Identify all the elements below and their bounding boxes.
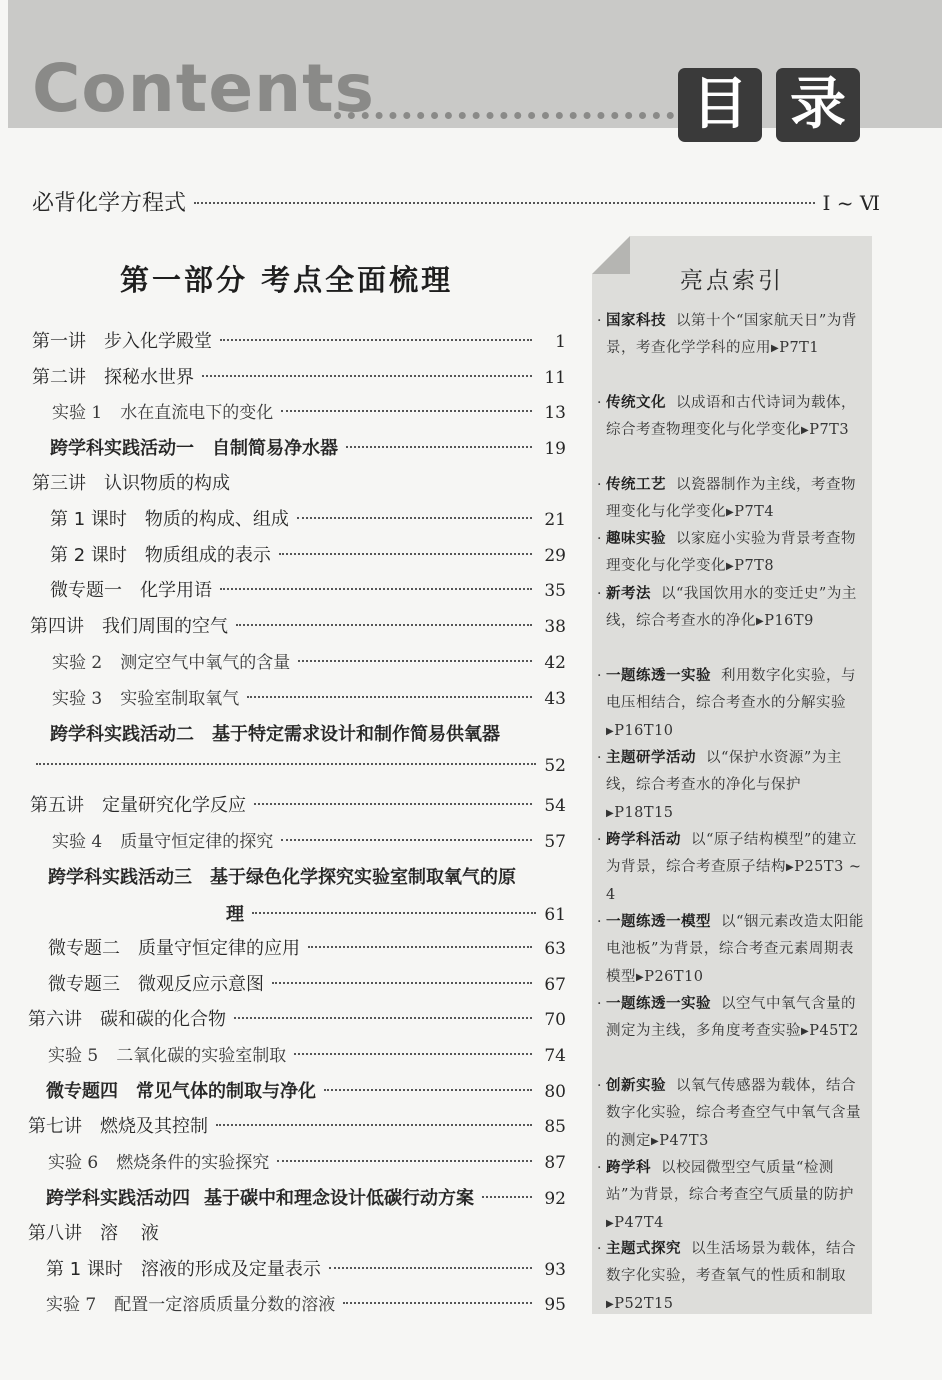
- triangle-icon: ▶: [606, 1217, 615, 1229]
- toc-page: 93: [544, 1260, 566, 1280]
- highlight-text: 利用数字化实验，与电压相结合，综合考查水的分解实验: [606, 668, 856, 712]
- triangle-icon: ▶: [636, 971, 645, 983]
- toc-row[interactable]: [48, 934, 566, 964]
- toc-label: 微专题二: [48, 938, 120, 959]
- toc-label: 第 1 课时: [46, 1259, 123, 1280]
- toc-label: 实验 7: [46, 1295, 97, 1315]
- highlight-text: 以“铟元素改造太阳能电池板”为背景，综合考查元素周期表模型: [606, 914, 864, 985]
- dot-leader: [252, 912, 536, 914]
- toc-title: 我们周围的空气: [102, 616, 228, 637]
- part-title: 第一部分 考点全面梳理: [120, 263, 454, 297]
- toc-label: 第一讲: [32, 331, 86, 352]
- highlight-tag: 新考法: [606, 586, 651, 602]
- toc-page: 95: [544, 1295, 566, 1315]
- highlight-ref: P7T4: [734, 504, 775, 521]
- toc-page: 92: [544, 1189, 566, 1209]
- toc-label: 第五讲: [30, 795, 84, 816]
- triangle-icon: ▶: [771, 343, 780, 355]
- dot-leader: [194, 202, 814, 204]
- dot-leader: [281, 410, 532, 412]
- toc-row[interactable]: [32, 469, 566, 499]
- bullet-dot-icon: ·: [597, 531, 602, 547]
- toc-label: 跨学科实践活动二: [50, 724, 194, 745]
- triangle-icon: ▶: [801, 425, 810, 437]
- toc-title: 配置一定溶质质量分数的溶液: [114, 1295, 336, 1315]
- toc-page: 74: [544, 1046, 566, 1066]
- toc-row[interactable]: [46, 1077, 566, 1107]
- toc-row[interactable]: [48, 970, 566, 1000]
- highlight-item[interactable]: [597, 663, 868, 745]
- highlight-tag: 一题练透一实验: [606, 668, 711, 684]
- toc-label: 第八讲: [28, 1223, 82, 1244]
- toc-title: 水在直流电下的变化: [120, 403, 274, 423]
- toc-label: 第二讲: [32, 367, 86, 388]
- highlight-item[interactable]: [597, 1236, 868, 1314]
- toc-row[interactable]: [50, 541, 566, 571]
- highlight-tag: 国家科技: [606, 313, 666, 329]
- toc-row[interactable]: [28, 1005, 566, 1035]
- toc-row[interactable]: [48, 1148, 566, 1178]
- bullet-dot-icon: ·: [597, 395, 602, 411]
- toc-title: 实验室制取氧气: [120, 689, 240, 709]
- bullet-dot-icon: ·: [597, 996, 602, 1012]
- highlight-tag: 传统工艺: [606, 477, 666, 493]
- bullet-dot-icon: ·: [597, 1078, 602, 1094]
- triangle-icon: ▶: [606, 807, 615, 819]
- dot-leader: [277, 1160, 532, 1162]
- toc-page: 63: [544, 939, 566, 959]
- dot-leader: [297, 517, 532, 519]
- triangle-icon: ▶: [801, 1026, 810, 1038]
- toc-label: 第 1 课时: [50, 509, 127, 530]
- toc-page: 1: [555, 332, 566, 352]
- highlight-text: 以“保护水资源”为主线，综合考查水的净化与保护: [606, 750, 842, 794]
- highlight-item[interactable]: [597, 827, 868, 909]
- toc-label: 实验 5: [48, 1046, 99, 1066]
- dot-leader: [202, 375, 532, 377]
- toc-page: 13: [544, 403, 566, 423]
- toc-title: 质量守恒定律的探究: [120, 832, 274, 852]
- toc-row[interactable]: [52, 827, 566, 857]
- toc-title: 物质组成的表示: [144, 545, 271, 566]
- contents-heading: Contents: [32, 50, 375, 127]
- triangle-icon: ▶: [651, 1135, 660, 1147]
- highlight-text: 以家庭小实验为背景考查物理变化与化学变化: [606, 531, 856, 575]
- highlight-item[interactable]: [597, 1073, 868, 1155]
- toc-row[interactable]: [52, 398, 566, 428]
- highlight-item[interactable]: [597, 472, 868, 527]
- highlight-tag: 创新实验: [606, 1078, 666, 1094]
- toc-row-continuation[interactable]: [36, 756, 566, 786]
- toc-row[interactable]: [50, 576, 566, 606]
- toc-row[interactable]: [32, 327, 566, 357]
- toc-page: 38: [544, 617, 566, 637]
- bullet-dot-icon: ·: [597, 1241, 602, 1257]
- dot-leader: [294, 1053, 532, 1055]
- dot-leader: [247, 696, 532, 698]
- highlights-sidebar: [592, 236, 872, 1314]
- entry-page: Ⅰ ~ Ⅵ: [822, 191, 880, 215]
- highlight-ref: P45T2: [809, 1023, 859, 1040]
- triangle-icon: ▶: [606, 725, 615, 737]
- highlight-ref: P26T10: [644, 968, 704, 985]
- dot-leader: [346, 446, 532, 448]
- toc-page: 61: [544, 905, 566, 925]
- toc-label: 实验 2: [52, 653, 103, 673]
- toc-row[interactable]: [52, 648, 566, 678]
- dot-leader: [482, 1196, 532, 1198]
- toc-label: 第六讲: [28, 1009, 82, 1030]
- dot-leader: [279, 553, 532, 555]
- toc-title: 燃烧条件的实验探究: [116, 1153, 270, 1173]
- toc-label: 跨学科实践活动三: [48, 867, 192, 888]
- dot-leader: [220, 588, 532, 590]
- highlight-item[interactable]: [597, 745, 868, 827]
- dot-leader: [281, 839, 532, 841]
- highlight-text: 以“我国饮用水的变迁史”为主线，综合考查水的净化: [606, 586, 857, 630]
- toc-label: 微专题三: [48, 974, 120, 995]
- toc-title: 溶液的形成及定量表示: [140, 1259, 321, 1280]
- toc-page: 67: [544, 975, 566, 995]
- dot-leader: [308, 946, 532, 948]
- highlight-text: 以瓷器制作为主线，考查物理变化与化学变化: [606, 477, 856, 521]
- highlight-tag: 跨学科活动: [606, 832, 681, 848]
- highlight-text: 以生活场景为载体，结合数字化实验，考查氧气的性质和制取: [606, 1241, 856, 1285]
- toc-row[interactable]: [50, 434, 566, 464]
- highlight-item[interactable]: [597, 991, 868, 1046]
- dot-leader: [324, 1089, 532, 1091]
- toc-title: 探秘水世界: [104, 367, 194, 388]
- header-dot-leader: [334, 112, 674, 119]
- highlight-item[interactable]: [597, 581, 868, 636]
- dot-leader: [343, 1302, 532, 1304]
- dot-leader: [234, 1017, 532, 1019]
- mulu-char-box-2: 录: [776, 68, 860, 142]
- toc-title: 定量研究化学反应: [102, 795, 246, 816]
- triangle-icon: ▶: [606, 1298, 615, 1310]
- toc-entry-equations[interactable]: [32, 186, 880, 218]
- highlight-ref: P16T9: [764, 613, 814, 630]
- toc-title-continued: 理: [226, 904, 244, 925]
- toc-title: 燃烧及其控制: [100, 1116, 208, 1137]
- highlight-ref: P16T10: [614, 722, 674, 739]
- highlight-item[interactable]: [597, 1155, 868, 1237]
- toc-page: 54: [544, 796, 566, 816]
- highlight-tag: 传统文化: [606, 395, 666, 411]
- toc-page: 85: [544, 1117, 566, 1137]
- bullet-dot-icon: ·: [597, 586, 602, 602]
- toc-row[interactable]: [48, 1041, 566, 1071]
- highlight-tag: 主题式探究: [606, 1241, 681, 1257]
- toc-title: 二氧化碳的实验室制取: [116, 1046, 287, 1066]
- bullet-dot-icon: ·: [597, 1160, 602, 1176]
- dot-leader: [220, 339, 532, 341]
- triangle-icon: ▶: [726, 561, 735, 573]
- toc-row[interactable]: [46, 1290, 566, 1320]
- highlight-text: 以氧气传感器为载体，结合数字化实验，综合考查空气中氧气含量的测定: [606, 1078, 861, 1149]
- toc-label: 第四讲: [30, 616, 84, 637]
- toc-title: 基于绿色化学探究实验室制取氧气的原: [210, 867, 516, 888]
- bullet-dot-icon: ·: [597, 832, 602, 848]
- toc-row[interactable]: [48, 863, 566, 893]
- toc-page: 70: [544, 1010, 566, 1030]
- toc-row-continuation[interactable]: [226, 900, 566, 930]
- toc-label: 实验 1: [52, 403, 103, 423]
- toc-title: 微观反应示意图: [138, 974, 264, 995]
- highlight-tag: 一题练透一实验: [606, 996, 711, 1012]
- bullet-dot-icon: ·: [597, 477, 602, 493]
- toc-title: 碳和碳的化合物: [100, 1009, 226, 1030]
- highlight-text: 以第十个“国家航天日”为背景，考查化学学科的应用: [606, 313, 857, 357]
- toc-page: 43: [544, 689, 566, 709]
- toc-label: 实验 3: [52, 689, 103, 709]
- toc-label: 第七讲: [28, 1116, 82, 1137]
- toc-title: 质量守恒定律的应用: [138, 938, 300, 959]
- toc-title: 溶 液: [100, 1223, 159, 1244]
- highlight-tag: 一题练透一模型: [606, 914, 711, 930]
- dot-leader: [329, 1267, 532, 1269]
- toc-row[interactable]: [28, 1112, 566, 1142]
- toc-page: 57: [544, 832, 566, 852]
- toc-title: 常见气体的制取与净化: [136, 1081, 316, 1102]
- toc-row[interactable]: [30, 612, 566, 642]
- highlight-item[interactable]: [597, 308, 868, 363]
- toc-row[interactable]: [46, 1255, 566, 1285]
- highlight-item[interactable]: [597, 909, 868, 991]
- dot-leader: [272, 982, 532, 984]
- toc-page: 87: [544, 1153, 566, 1173]
- mulu-char-box-1: 目: [678, 68, 762, 142]
- highlight-text: 以空气中氧气含量的测定为主线，多角度考查实验: [606, 996, 856, 1040]
- toc-label: 跨学科实践活动四: [46, 1188, 190, 1209]
- toc-row[interactable]: [46, 1184, 566, 1214]
- toc-page: 21: [544, 510, 566, 530]
- toc-title: 自制简易净水器: [212, 438, 338, 459]
- toc-title: 步入化学殿堂: [104, 331, 212, 352]
- entry-title: 必背化学方程式: [32, 191, 187, 216]
- toc-label: 微专题四: [46, 1081, 118, 1102]
- dot-leader: [216, 1124, 532, 1126]
- toc-row[interactable]: [32, 363, 566, 393]
- triangle-icon: ▶: [786, 862, 795, 874]
- toc-row[interactable]: [50, 720, 566, 750]
- bullet-dot-icon: ·: [597, 313, 602, 329]
- toc-title: 物质的构成、组成: [144, 509, 289, 530]
- triangle-icon: ▶: [756, 616, 765, 628]
- highlight-ref: P7T8: [734, 558, 775, 575]
- toc-row[interactable]: [50, 505, 566, 535]
- highlight-ref: P7T3: [809, 422, 850, 439]
- dot-leader: [236, 624, 532, 626]
- highlight-tag: 跨学科: [606, 1160, 651, 1176]
- highlight-ref: P25T3 ~ 4: [606, 859, 862, 903]
- bullet-dot-icon: ·: [597, 914, 602, 930]
- toc-title: 基于特定需求设计和制作简易供氧器: [212, 724, 500, 745]
- highlight-item[interactable]: [597, 390, 868, 445]
- dot-leader: [36, 763, 536, 765]
- toc-row[interactable]: [30, 791, 566, 821]
- toc-page: 42: [544, 653, 566, 673]
- toc-label: 第 2 课时: [50, 545, 127, 566]
- toc-page: 52: [544, 756, 566, 776]
- toc-page: 19: [544, 439, 566, 459]
- toc-title: 测定空气中氧气的含量: [120, 653, 291, 673]
- toc-title: 化学用语: [140, 580, 212, 601]
- toc-label: 实验 4: [52, 832, 103, 852]
- toc-label: 跨学科实践活动一: [50, 438, 194, 459]
- toc-page: 11: [544, 368, 566, 388]
- toc-row[interactable]: [28, 1219, 566, 1249]
- highlight-ref: P7T1: [779, 340, 820, 357]
- toc-page: 29: [544, 546, 566, 566]
- highlight-text: 以校园微型空气质量“检测站”为背景，综合考查空气质量的防护: [606, 1160, 854, 1204]
- highlight-item[interactable]: [597, 526, 868, 581]
- highlight-ref: P52T15: [614, 1295, 674, 1312]
- dot-leader: [298, 660, 532, 662]
- highlight-ref: P47T4: [614, 1214, 664, 1231]
- highlight-tag: 主题研学活动: [606, 750, 696, 766]
- toc-title: 认识物质的构成: [104, 473, 230, 494]
- highlight-ref: P47T3: [659, 1132, 709, 1149]
- highlight-text: 以成语和古代诗词为载体，综合考查物理变化与化学变化: [606, 395, 856, 439]
- bullet-dot-icon: ·: [597, 750, 602, 766]
- toc-label: 第三讲: [32, 473, 86, 494]
- highlight-ref: P18T15: [614, 804, 674, 821]
- bullet-dot-icon: ·: [597, 668, 602, 684]
- toc-page: 80: [544, 1082, 566, 1102]
- highlight-text: 以“原子结构模型”的建立为背景，综合考查原子结构: [606, 832, 857, 876]
- triangle-icon: ▶: [726, 507, 735, 519]
- highlight-tag: 趣味实验: [606, 531, 666, 547]
- sidebar-title: 亮点索引: [680, 268, 784, 294]
- toc-label: 实验 6: [48, 1153, 99, 1173]
- toc-label: 微专题一: [50, 580, 122, 601]
- toc-row[interactable]: [52, 684, 566, 714]
- toc-title: 基于碳中和理念设计低碳行动方案: [204, 1188, 474, 1209]
- toc-page: 35: [544, 581, 566, 601]
- dot-leader: [254, 803, 532, 805]
